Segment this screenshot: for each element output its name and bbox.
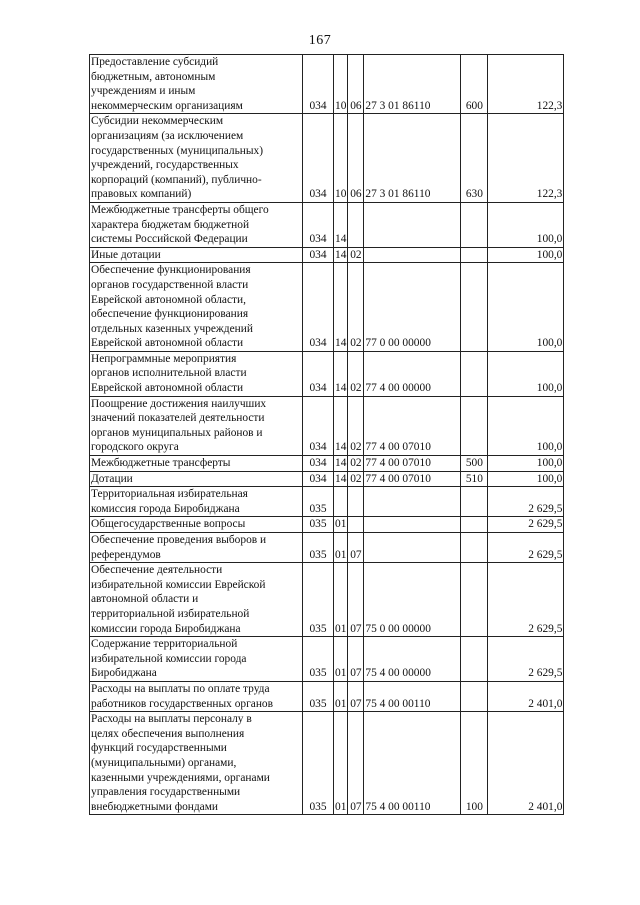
table-row — [90, 712, 564, 815]
table-row — [90, 263, 564, 352]
table-row — [90, 471, 564, 487]
subsection-code-cell: 06 — [348, 114, 364, 203]
ministry-code-cell: 034 — [303, 263, 334, 352]
expense-name-line: автономной области и — [91, 593, 199, 606]
section-code-cell: 14 — [334, 351, 348, 396]
expense-name-line: Поощрение достижения наилучших — [91, 397, 267, 410]
expense-name-line: Обеспечение проведения выборов и — [91, 534, 267, 546]
target-article-cell — [364, 487, 461, 517]
target-article-cell — [364, 517, 461, 533]
target-article-cell: 77 4 00 07010 — [364, 396, 461, 455]
expense-name-line: Обеспечение деятельности — [91, 564, 223, 577]
expense-name-line: организациям (за исключением — [91, 129, 244, 142]
section-code-cell: 14 — [334, 456, 348, 472]
amount-cell: 122,3 — [488, 55, 564, 114]
target-article-cell: 75 4 00 00110 — [364, 681, 461, 711]
expense-name-cell — [90, 533, 303, 563]
subsection-code-cell — [348, 517, 364, 533]
expense-name-cell — [90, 351, 303, 396]
ministry-code-cell: 034 — [303, 396, 334, 455]
expense-name-cell — [90, 202, 303, 247]
table-row — [90, 247, 564, 263]
ministry-code-cell: 034 — [303, 114, 334, 203]
expense-name-line: органов муниципальных районов и — [91, 426, 263, 439]
expense-type-cell — [461, 247, 488, 263]
expense-name-line: органов исполнительной власти — [91, 367, 247, 380]
expense-name-line: Еврейской автономной области, — [91, 293, 246, 306]
expense-name-cell — [90, 55, 303, 114]
expense-type-cell — [461, 637, 488, 682]
section-code-cell: 01 — [334, 533, 348, 563]
amount-cell: 100,0 — [488, 247, 564, 263]
expense-name-cell — [90, 247, 303, 263]
budget-table — [89, 54, 564, 815]
expense-name-cell — [90, 396, 303, 455]
target-article-cell: 75 4 00 00000 — [364, 637, 461, 682]
table-row — [90, 396, 564, 455]
ministry-code-cell: 034 — [303, 202, 334, 247]
expense-type-cell — [461, 517, 488, 533]
expense-name-cell — [90, 563, 303, 637]
section-code-cell: 01 — [334, 517, 348, 533]
expense-name-line: обеспечение функционирования — [91, 308, 249, 321]
expense-name-line: Дотации — [91, 472, 133, 485]
amount-cell: 2 629,5 — [488, 637, 564, 682]
section-code-cell: 14 — [334, 202, 348, 247]
amount-cell: 100,0 — [488, 456, 564, 472]
table-row — [90, 517, 564, 533]
ministry-code-cell: 034 — [303, 456, 334, 472]
subsection-code-cell: 07 — [348, 681, 364, 711]
expense-name-line: органов государственной власти — [91, 278, 249, 291]
target-article-cell — [364, 533, 461, 563]
table-row — [90, 487, 564, 517]
page-number: 167 — [308, 33, 332, 48]
amount-cell: 100,0 — [488, 471, 564, 487]
target-article-cell: 75 4 00 00110 — [364, 712, 461, 815]
table-row — [90, 351, 564, 396]
expense-name-line: Субсидии некоммерческим — [91, 115, 224, 128]
section-code-cell: 10 — [334, 114, 348, 203]
amount-cell: 2 629,5 — [488, 533, 564, 563]
expense-name-cell — [90, 712, 303, 815]
target-article-cell: 75 0 00 00000 — [364, 563, 461, 637]
expense-name-line: управления государственными — [91, 786, 241, 799]
section-code-cell: 01 — [334, 712, 348, 815]
expense-type-cell — [461, 351, 488, 396]
expense-type-cell: 510 — [461, 471, 488, 487]
amount-cell: 2 629,5 — [488, 563, 564, 637]
expense-name-line: некоммерческим организациям — [91, 99, 243, 112]
expense-name-cell — [90, 471, 303, 487]
subsection-code-cell: 02 — [348, 456, 364, 472]
target-article-cell: 77 0 00 00000 — [364, 263, 461, 352]
expense-name-line: Обеспечение функционирования — [91, 264, 251, 277]
table-row — [90, 637, 564, 682]
section-code-cell: 14 — [334, 471, 348, 487]
table-row — [90, 202, 564, 247]
expense-type-cell — [461, 202, 488, 247]
expense-name-cell — [90, 114, 303, 203]
expense-name-line: Общегосударственные вопросы — [91, 518, 246, 531]
expense-name-line: избирательной комиссии города — [91, 652, 247, 665]
expense-name-cell — [90, 681, 303, 711]
expense-name-line: учреждениям и иным — [91, 85, 196, 98]
target-article-cell: 27 3 01 86110 — [364, 114, 461, 203]
expense-name-line: работников государственных органов — [91, 697, 274, 710]
section-code-cell: 01 — [334, 681, 348, 711]
expense-name-line: внебюджетными фондами — [91, 800, 219, 813]
expense-name-line: Расходы на выплаты персоналу в — [91, 713, 252, 726]
ministry-code-cell: 034 — [303, 55, 334, 114]
expense-name-line: комиссии города Биробиджана — [91, 622, 241, 635]
expense-name-line: правовых компаний) — [91, 188, 192, 201]
expense-name-cell — [90, 637, 303, 682]
table-row — [90, 114, 564, 203]
target-article-cell — [364, 202, 461, 247]
ministry-code-cell: 035 — [303, 563, 334, 637]
expense-name-line: территориальной избирательной — [91, 607, 250, 620]
section-code-cell: 14 — [334, 263, 348, 352]
ministry-code-cell: 035 — [303, 637, 334, 682]
expense-name-line: референдумов — [91, 548, 161, 561]
section-code-cell — [334, 487, 348, 517]
expense-name-line: избирательной комиссии Еврейской — [91, 578, 266, 591]
section-code-cell: 01 — [334, 563, 348, 637]
ministry-code-cell: 035 — [303, 712, 334, 815]
subsection-code-cell: 02 — [348, 263, 364, 352]
expense-name-line: корпораций (компаний), публично- — [91, 173, 262, 186]
table-row — [90, 456, 564, 472]
table-row — [90, 563, 564, 637]
amount-cell: 100,0 — [488, 396, 564, 455]
expense-type-cell: 630 — [461, 114, 488, 203]
expense-name-line: Территориальная избирательная — [91, 488, 248, 501]
subsection-code-cell: 07 — [348, 533, 364, 563]
ministry-code-cell: 034 — [303, 247, 334, 263]
amount-cell: 100,0 — [488, 263, 564, 352]
ministry-code-cell: 035 — [303, 517, 334, 533]
subsection-code-cell — [348, 202, 364, 247]
expense-name-line: Биробиджана — [91, 667, 157, 680]
table-row — [90, 55, 564, 114]
expense-name-line: целях обеспечения выполнения — [91, 727, 245, 740]
expense-name-cell — [90, 263, 303, 352]
section-code-cell: 14 — [334, 396, 348, 455]
expense-name-line: Межбюджетные трансферты общего — [91, 203, 269, 216]
subsection-code-cell — [348, 487, 364, 517]
subsection-code-cell: 06 — [348, 55, 364, 114]
subsection-code-cell: 02 — [348, 396, 364, 455]
expense-name-line: казенными учреждениями, органами — [91, 771, 270, 784]
target-article-cell: 27 3 01 86110 — [364, 55, 461, 114]
table-row — [90, 681, 564, 711]
target-article-cell: 77 4 00 00000 — [364, 351, 461, 396]
expense-name-line: системы Российской Федерации — [91, 233, 248, 246]
expense-type-cell — [461, 487, 488, 517]
expense-name-line: характера бюджетам бюджетной — [91, 218, 250, 231]
target-article-cell: 77 4 00 07010 — [364, 471, 461, 487]
expense-type-cell: 100 — [461, 712, 488, 815]
section-code-cell: 01 — [334, 637, 348, 682]
expense-name-line: учреждений, государственных — [91, 159, 239, 172]
amount-cell: 2 401,0 — [488, 712, 564, 815]
expense-type-cell — [461, 396, 488, 455]
subsection-code-cell: 07 — [348, 637, 364, 682]
ministry-code-cell: 035 — [303, 681, 334, 711]
subsection-code-cell: 02 — [348, 247, 364, 263]
expense-name-line: функций государственными — [91, 742, 227, 755]
expense-type-cell: 600 — [461, 55, 488, 114]
amount-cell: 122,3 — [488, 114, 564, 203]
expense-name-line: Межбюджетные трансферты — [91, 457, 231, 470]
expense-name-cell — [90, 517, 303, 533]
expense-type-cell — [461, 681, 488, 711]
subsection-code-cell: 07 — [348, 563, 364, 637]
subsection-code-cell: 02 — [348, 351, 364, 396]
target-article-cell: 77 4 00 07010 — [364, 456, 461, 472]
expense-type-cell — [461, 563, 488, 637]
expense-type-cell — [461, 533, 488, 563]
expense-name-line: Непрограммные мероприятия — [91, 352, 237, 365]
expense-name-line: отдельных казенных учреждений — [91, 322, 253, 335]
expense-name-line: Иные дотации — [91, 248, 161, 261]
amount-cell: 2 629,5 — [488, 487, 564, 517]
subsection-code-cell: 07 — [348, 712, 364, 815]
table-row — [90, 533, 564, 563]
expense-name-line: значений показателей деятельности — [91, 412, 265, 425]
expense-name-cell — [90, 487, 303, 517]
expense-type-cell: 500 — [461, 456, 488, 472]
expense-name-line: Еврейской автономной области — [91, 337, 244, 350]
ministry-code-cell: 035 — [303, 533, 334, 563]
expense-name-line: городского округа — [91, 441, 179, 454]
expense-name-line: Содержание территориальной — [91, 638, 238, 651]
expense-name-line: Еврейской автономной области — [91, 382, 244, 395]
section-code-cell: 10 — [334, 55, 348, 114]
expense-type-cell — [461, 263, 488, 352]
ministry-code-cell: 035 — [303, 487, 334, 517]
amount-cell: 2 401,0 — [488, 681, 564, 711]
subsection-code-cell: 02 — [348, 471, 364, 487]
expense-name-line: (муниципальными) органами, — [91, 756, 237, 769]
expense-name-cell — [90, 456, 303, 472]
expense-name-line: государственных (муниципальных) — [91, 144, 264, 157]
expense-name-line: комиссия города Биробиджана — [91, 502, 240, 515]
amount-cell: 100,0 — [488, 351, 564, 396]
amount-cell: 2 629,5 — [488, 517, 564, 533]
ministry-code-cell: 034 — [303, 471, 334, 487]
expense-name-line: бюджетным, автономным — [91, 70, 216, 83]
expense-name-line: Предоставление субсидий — [91, 56, 219, 68]
expense-name-line: Расходы на выплаты по оплате труда — [91, 682, 270, 695]
ministry-code-cell: 034 — [303, 351, 334, 396]
target-article-cell — [364, 247, 461, 263]
amount-cell: 100,0 — [488, 202, 564, 247]
section-code-cell: 14 — [334, 247, 348, 263]
